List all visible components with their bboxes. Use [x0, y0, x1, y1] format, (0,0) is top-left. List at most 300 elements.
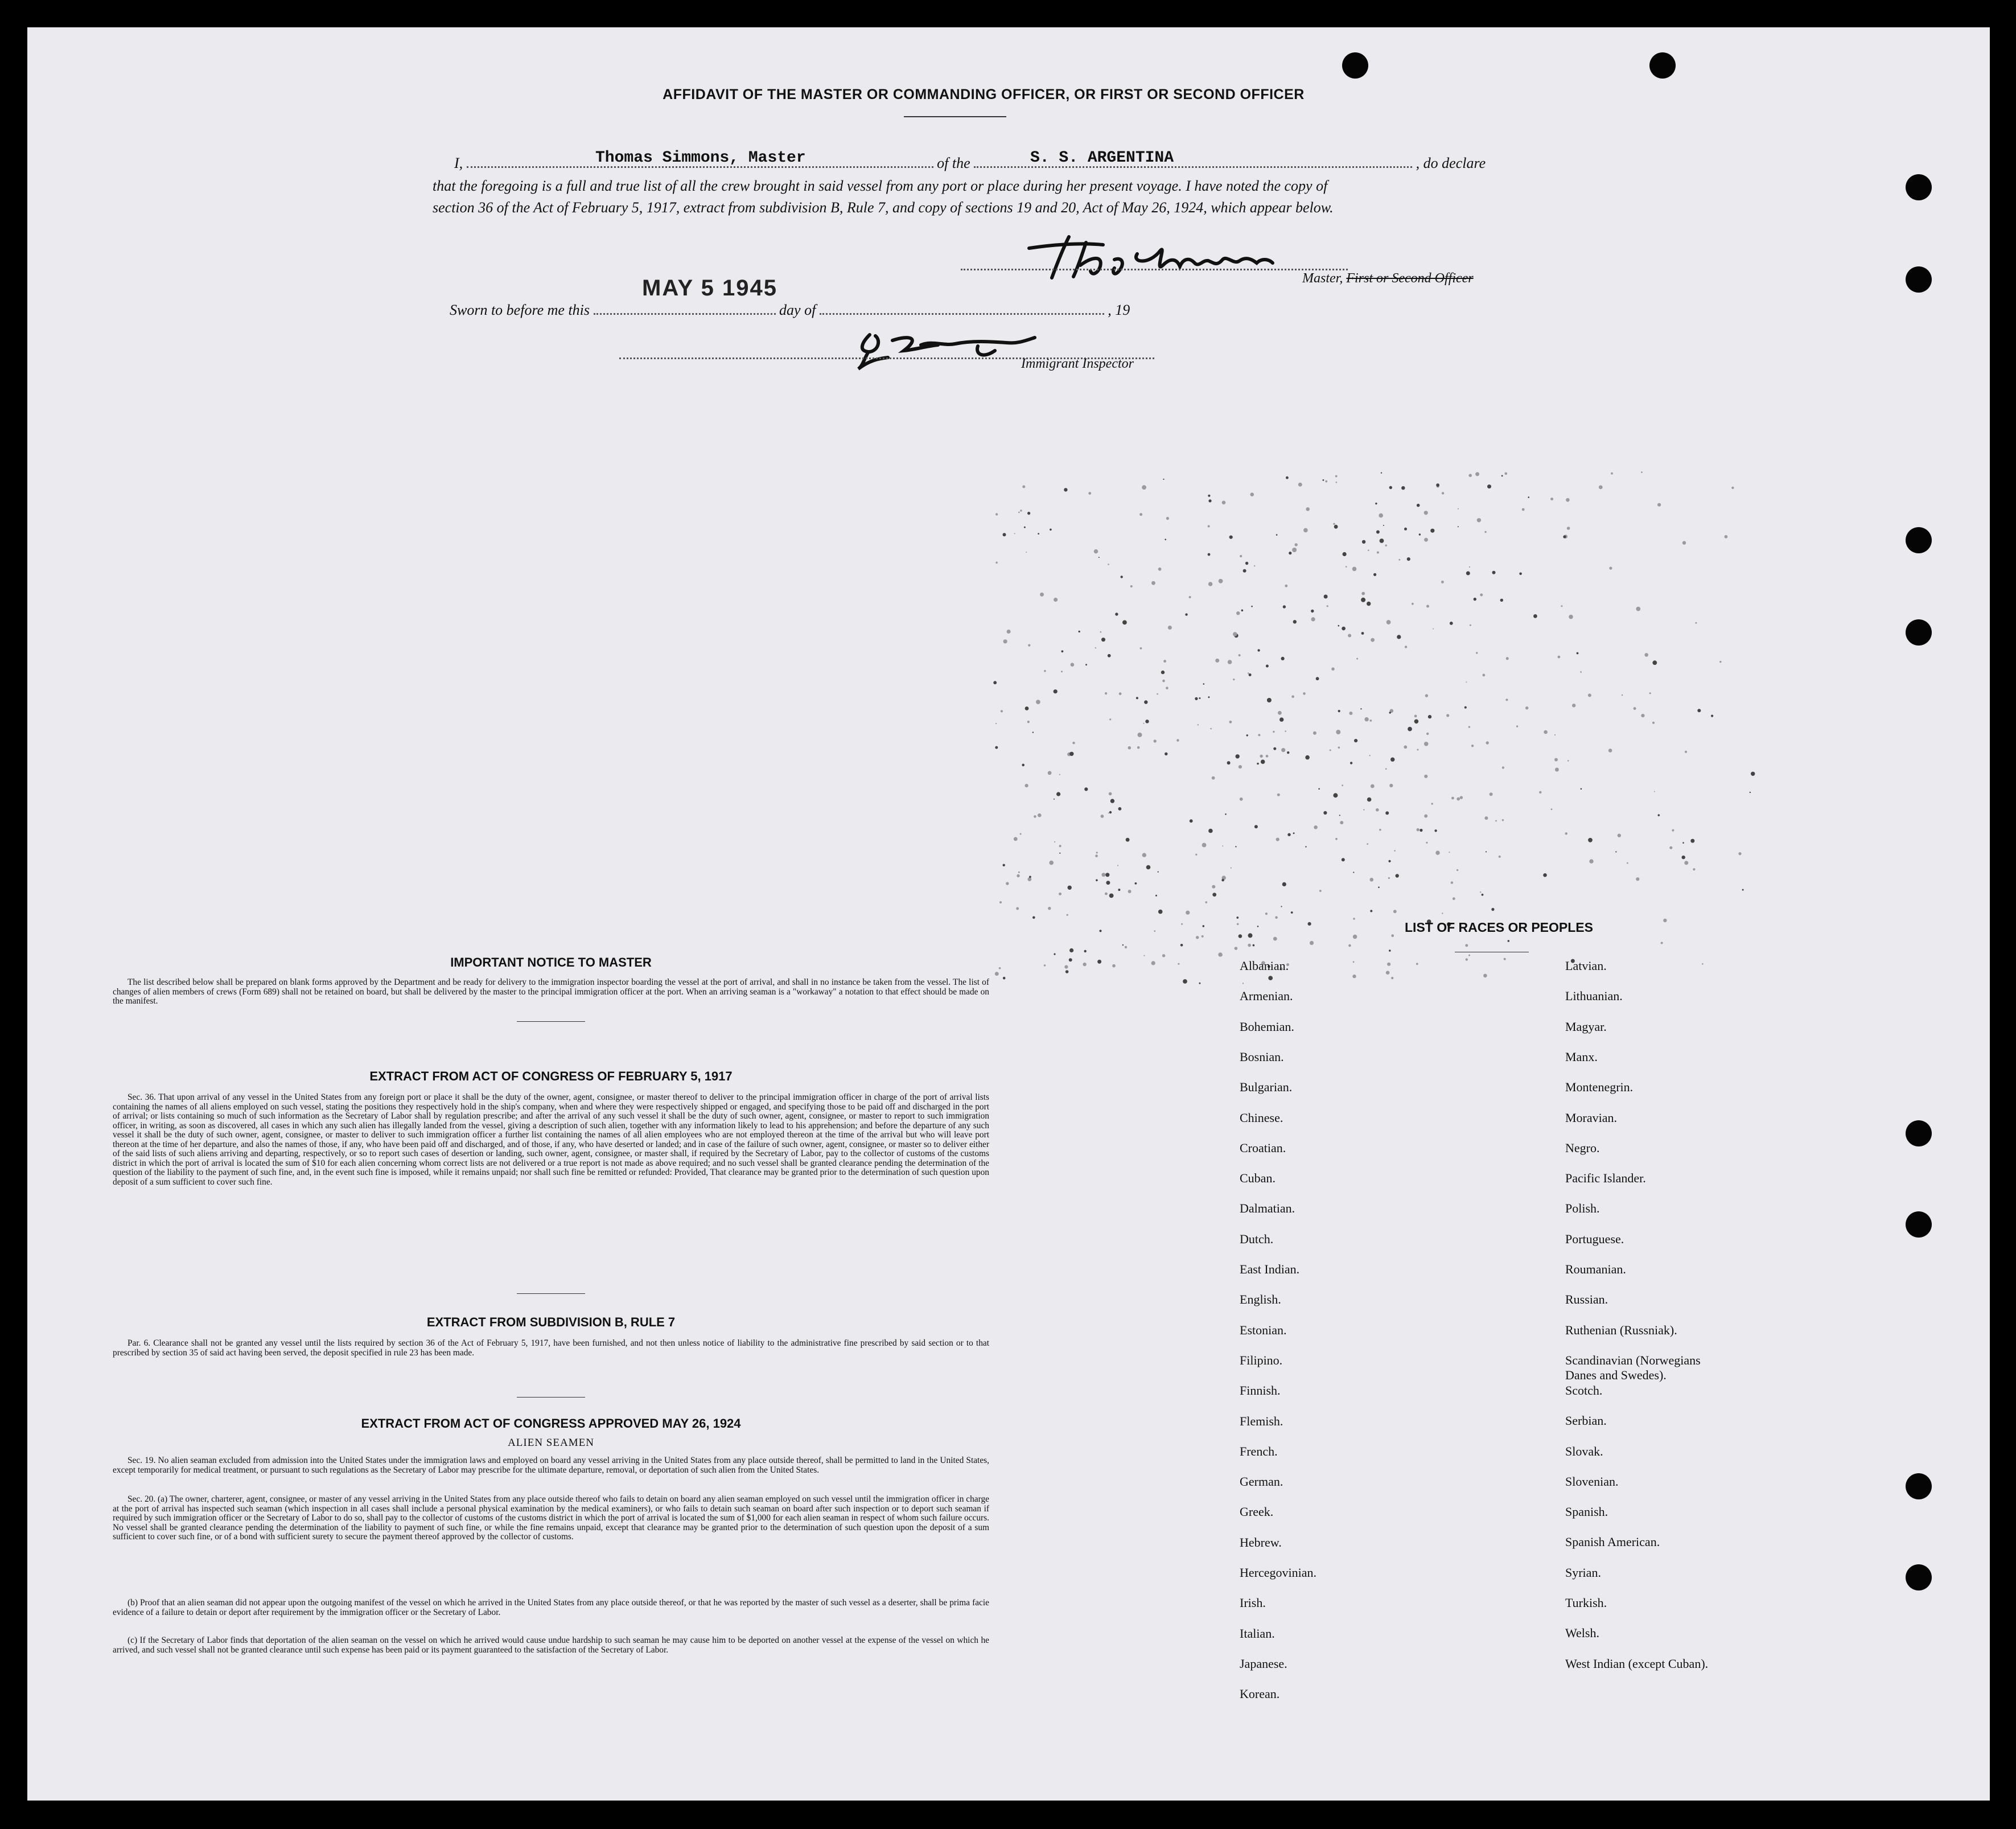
paper-speck [1083, 963, 1086, 966]
paper-speck [1260, 755, 1262, 758]
paper-speck [1555, 768, 1559, 772]
paper-speck [1162, 680, 1165, 683]
race-item: Slovak. [1565, 1444, 1603, 1458]
paper-speck [1499, 856, 1501, 858]
paper-speck [1500, 599, 1503, 602]
paper-speck [1379, 829, 1381, 831]
affidavit-line-2: that the foregoing is a full and true list of all the crew brought in said vessel from any port or place during her present voyage. I have noted the copy of [433, 178, 1328, 194]
document-page [27, 27, 1990, 1801]
paper-speck [1283, 605, 1286, 608]
paper-speck [1154, 930, 1155, 932]
paper-speck [1026, 552, 1027, 553]
paper-speck [1398, 559, 1400, 561]
paper-speck [1285, 585, 1287, 587]
paper-speck [1245, 562, 1248, 565]
paper-speck [1095, 647, 1096, 648]
paper-speck [1360, 708, 1361, 709]
paper-speck [1551, 808, 1553, 810]
paper-speck [1561, 605, 1562, 607]
paper-speck [1221, 879, 1224, 882]
paper-speck [1750, 792, 1751, 793]
paper-speck [1108, 812, 1109, 813]
paper-speck [1697, 709, 1701, 712]
race-item: Italian. [1240, 1626, 1275, 1641]
paper-speck [1235, 947, 1238, 950]
races-title: LIST OF RACES OR PEOPLES [1405, 920, 1593, 935]
paper-speck [1695, 622, 1697, 624]
paper-speck [1331, 667, 1335, 671]
paper-speck [1367, 602, 1371, 606]
affidavit-line-3: section 36 of the Act of February 5, 1917, extract from subdivision B, Rule 7, and copy of sections 19 and 20, Act of May 26, 1924, which appear below. [433, 199, 1334, 216]
paper-speck [1115, 613, 1118, 615]
paper-speck [1303, 528, 1308, 533]
paper-speck [1690, 839, 1694, 843]
paper-speck [1685, 751, 1687, 753]
paper-speck [1025, 706, 1029, 710]
paper-speck [1434, 829, 1437, 832]
paper-speck [1572, 704, 1575, 707]
paper-speck [1325, 480, 1327, 483]
paper-speck [1316, 677, 1319, 680]
inspector-caption: Immigrant Inspector [1021, 356, 1134, 371]
paper-speck [1199, 983, 1200, 984]
paper-speck [1143, 723, 1144, 724]
paper-speck [1027, 877, 1031, 881]
paper-speck [1731, 487, 1734, 489]
notice-body: The list described below shall be prepared on blank forms approved by the Department and be ready for delivery to the immigration inspector boarding the vessel at the port of arrival, and shall in no instance be taken from the vessel. The list of changes of alien members of crews (Form 689) shall not be retained on board, but shall be delivered by the master to the principal immigration officer at the port. When an arriving seaman is a "workaway" a notation to that effect should be made on the manifest. [113, 977, 989, 1006]
paper-speck [1424, 742, 1429, 746]
paper-speck [1323, 811, 1327, 815]
paper-speck [1376, 531, 1380, 534]
paper-speck [1227, 761, 1231, 765]
paper-speck [1506, 657, 1509, 660]
paper-speck [1342, 784, 1343, 786]
paper-speck [1369, 755, 1370, 756]
paper-speck [1095, 854, 1098, 857]
paper-speck [1158, 872, 1159, 873]
paper-speck [1165, 753, 1167, 755]
extract-1924-title: EXTRACT FROM ACT OF CONGRESS APPROVED MAY 26, 1924 [361, 1416, 741, 1431]
race-item: Japanese. [1240, 1656, 1287, 1671]
paper-speck [1672, 829, 1674, 832]
paper-speck [1442, 492, 1444, 494]
paper-speck [1014, 837, 1018, 841]
paper-speck [1393, 910, 1397, 913]
paper-speck [1298, 483, 1302, 487]
paper-speck [1480, 891, 1481, 893]
paper-speck [1018, 872, 1020, 873]
paper-speck [1464, 706, 1467, 709]
paper-speck [1364, 717, 1368, 721]
paper-speck [1348, 944, 1351, 947]
paper-speck [1062, 650, 1064, 652]
paper-speck [1198, 724, 1199, 725]
paper-speck [1577, 652, 1579, 655]
paper-speck [1273, 731, 1274, 733]
race-item: Magyar. [1565, 1019, 1607, 1034]
paper-speck [1408, 727, 1412, 731]
extract-1924-subtitle: ALIEN SEAMEN [508, 1437, 594, 1449]
paper-speck [1649, 692, 1651, 694]
paper-speck [1394, 850, 1396, 852]
paper-speck [1059, 893, 1062, 895]
paper-speck [1457, 869, 1458, 871]
paper-speck [1253, 944, 1255, 947]
paper-speck [1048, 771, 1052, 775]
paper-speck [1468, 474, 1472, 477]
paper-speck [1348, 634, 1351, 638]
paper-speck [1084, 950, 1087, 952]
race-item: Spanish American. [1565, 1535, 1660, 1549]
paper-speck [1003, 977, 1006, 980]
race-item: Scandinavian (Norwegians [1565, 1353, 1701, 1367]
paper-speck [1183, 979, 1187, 984]
paper-speck [1483, 674, 1486, 677]
paper-speck [1310, 941, 1314, 945]
paper-speck [1313, 731, 1316, 735]
paper-speck [1426, 842, 1427, 844]
paper-speck [1641, 714, 1644, 717]
paper-speck [1663, 919, 1667, 922]
paper-speck [1502, 819, 1504, 821]
paper-speck [1425, 694, 1428, 697]
paper-speck [1040, 593, 1044, 597]
race-item: Syrian. [1565, 1565, 1601, 1580]
paper-speck [1158, 568, 1162, 571]
paper-speck [1353, 918, 1355, 920]
paper-speck [1311, 610, 1314, 613]
paper-speck [1371, 784, 1375, 788]
paper-speck [1001, 710, 1003, 712]
race-item: Turkish. [1565, 1596, 1607, 1610]
paper-speck [1050, 529, 1052, 531]
paper-speck [1486, 741, 1489, 744]
paper-speck [1241, 610, 1244, 612]
paper-speck [1558, 656, 1561, 659]
paper-speck [1417, 504, 1420, 507]
paper-speck [1330, 749, 1331, 751]
paper-speck [1022, 764, 1025, 767]
paper-speck [1416, 963, 1418, 965]
vessel-name: S. S. ARGENTINA [1030, 149, 1174, 167]
paper-speck [1291, 695, 1294, 698]
paper-speck [1228, 660, 1232, 664]
paper-speck [1279, 717, 1283, 721]
paper-speck [1661, 942, 1663, 944]
paper-speck [1682, 856, 1685, 859]
paper-speck [1417, 749, 1418, 751]
paper-speck [1118, 807, 1122, 811]
paper-speck [1293, 832, 1295, 834]
paper-speck [1146, 865, 1151, 870]
paper-speck [1258, 734, 1260, 736]
paper-speck [1377, 552, 1379, 554]
paper-speck [1017, 874, 1019, 877]
paper-speck [1539, 791, 1541, 794]
paper-speck [1085, 664, 1087, 665]
paper-speck [1195, 854, 1197, 856]
paper-speck [995, 562, 998, 564]
paper-speck [1186, 911, 1190, 915]
race-item: East Indian. [1240, 1262, 1300, 1276]
sworn-line [450, 302, 1130, 319]
paper-speck [1471, 745, 1474, 747]
paper-speck [1505, 698, 1508, 701]
paper-speck [1442, 913, 1443, 914]
paper-speck [1003, 639, 1007, 643]
paper-speck [1352, 975, 1356, 978]
paper-speck [1195, 697, 1198, 700]
paper-speck [1466, 958, 1468, 960]
paper-speck [1389, 712, 1391, 713]
paper-speck [1466, 572, 1470, 576]
paper-speck [1636, 877, 1639, 881]
paper-speck [1079, 631, 1080, 632]
paper-speck [1567, 760, 1569, 762]
paper-speck [1056, 792, 1060, 796]
paper-speck [1254, 565, 1255, 566]
paper-speck [1154, 739, 1157, 742]
paper-speck [1458, 508, 1459, 509]
paper-speck [1566, 498, 1570, 502]
paper-speck [1333, 523, 1335, 525]
paper-speck [1101, 638, 1105, 642]
paper-speck [1501, 475, 1503, 477]
paper-speck [1353, 961, 1355, 963]
paper-speck [1246, 734, 1248, 736]
paper-speck [1180, 944, 1183, 947]
paper-speck [1567, 527, 1570, 530]
paper-speck [1065, 970, 1069, 973]
master-signature-line [961, 257, 1348, 274]
race-item: Roumanian. [1565, 1262, 1626, 1276]
paper-speck [1267, 698, 1272, 702]
paper-speck [1130, 585, 1133, 587]
paper-speck [1027, 721, 1030, 723]
race-item: Lithuanian. [1565, 989, 1623, 1004]
paper-speck [1112, 964, 1116, 968]
paper-speck [1528, 496, 1529, 498]
paper-speck [1414, 715, 1417, 718]
paper-speck [1682, 842, 1684, 844]
paper-speck [1466, 681, 1467, 683]
paper-speck [1162, 954, 1165, 957]
paper-speck [1243, 569, 1246, 573]
paper-speck [1550, 498, 1553, 500]
extract-1924-sec20c: (c) If the Secretary of Labor finds that deportation of the alien seaman on the vessel on which he arrived would cause undue hardship to such seaman he may cause him to be deported on another vessel at the expense of the vessel on which he arrived, and such vessel shall not be granted clearance until such expense has been paid or its payment guaranteed to the satisfaction of the Secretary of Labor. [113, 1635, 989, 1655]
paper-speck [1453, 897, 1455, 900]
paper-speck [995, 723, 997, 724]
paper-speck [1533, 614, 1537, 618]
paper-speck [1208, 495, 1210, 497]
paper-speck [1094, 549, 1098, 553]
paper-speck [993, 681, 997, 684]
paper-speck [1276, 838, 1279, 841]
paper-speck [1401, 486, 1405, 490]
paper-speck [1119, 692, 1122, 695]
paper-speck [1236, 754, 1240, 758]
paper-speck [1363, 809, 1364, 810]
extract-rule7-title: EXTRACT FROM SUBDIVISION B, RULE 7 [426, 1315, 676, 1329]
paper-speck [1334, 525, 1338, 529]
paper-speck [1166, 517, 1169, 520]
paper-speck [1222, 845, 1223, 846]
paper-speck [1386, 971, 1390, 975]
paper-speck [1599, 486, 1603, 490]
paper-speck [1266, 755, 1269, 758]
paper-speck [1433, 628, 1434, 630]
paper-speck [1027, 512, 1030, 515]
paper-speck [1105, 692, 1107, 694]
paper-speck [1424, 815, 1427, 818]
paper-speck [1239, 765, 1242, 768]
paper-speck [1208, 829, 1213, 833]
paper-speck [1477, 518, 1481, 522]
paper-speck [1122, 620, 1127, 625]
race-item: Pacific Islander. [1565, 1171, 1646, 1186]
race-item: Moravian. [1565, 1110, 1618, 1125]
paper-speck [1235, 846, 1236, 847]
paper-speck [1248, 933, 1253, 938]
paper-speck [1018, 512, 1020, 513]
paper-speck [1608, 749, 1612, 753]
paper-speck [1343, 552, 1347, 556]
race-item: Dutch. [1240, 1231, 1274, 1246]
paper-speck [1281, 748, 1285, 752]
paper-speck [1634, 707, 1636, 710]
paper-speck [1424, 775, 1427, 778]
paper-speck [1109, 894, 1114, 898]
extract-1924-sec19: Sec. 19. No alien seaman excluded from admission into the United States under the immigration laws and employed on board any vessel arriving in the United States from any place outside thereof, shall be permitted to land in the United States, except temporarily for medical treatment, or pursuant to such regulations as the Secretary of Labor may prescribe for the ultimate departure, removal, or deportation of such alien from the United States. [113, 1456, 989, 1475]
paper-speck [1257, 763, 1259, 765]
paper-speck [1711, 715, 1713, 717]
paper-speck [1098, 557, 1100, 558]
race-item: Bosnian. [1240, 1049, 1284, 1064]
race-item: Polish. [1565, 1201, 1600, 1216]
race-item: Welsh. [1565, 1626, 1599, 1641]
paper-speck [1684, 861, 1688, 865]
paper-speck [1318, 788, 1320, 790]
paper-speck [1142, 485, 1146, 490]
paper-speck [1117, 865, 1118, 866]
paper-speck [1476, 652, 1478, 653]
paper-speck [1239, 654, 1241, 656]
paper-speck [1370, 910, 1372, 912]
paper-speck [1389, 784, 1393, 787]
race-item: Greek. [1240, 1505, 1274, 1519]
paper-speck [1261, 759, 1265, 764]
paper-speck [1385, 811, 1389, 815]
paper-speck [1036, 700, 1040, 704]
paper-speck [1385, 768, 1387, 770]
paper-speck [1137, 746, 1140, 749]
paper-speck [1338, 625, 1340, 627]
race-item: Korean. [1240, 1687, 1280, 1701]
paper-speck [1383, 525, 1384, 526]
paper-speck [1118, 889, 1120, 891]
paper-speck [1652, 722, 1655, 724]
paper-speck [1554, 758, 1558, 762]
paper-speck [1342, 627, 1346, 631]
paper-speck [1268, 976, 1273, 980]
paper-speck [1303, 692, 1306, 695]
paper-speck [1163, 479, 1164, 480]
paper-speck [1519, 573, 1522, 576]
paper-speck [1265, 913, 1268, 915]
extract-1917-title: EXTRACT FROM ACT OF CONGRESS OF FEBRUARY 5, 1917 [369, 1069, 733, 1083]
paper-speck [1105, 893, 1108, 895]
paper-speck [999, 901, 1002, 903]
paper-speck [1407, 557, 1410, 561]
paper-speck [1105, 873, 1109, 877]
paper-speck [1502, 766, 1504, 768]
paper-speck [1122, 944, 1124, 946]
paper-speck [1176, 739, 1179, 742]
race-item: Bulgarian. [1240, 1080, 1293, 1095]
paper-speck [1054, 689, 1058, 693]
paper-speck [1109, 811, 1112, 813]
paper-speck [1199, 697, 1200, 699]
extract-1924-sec20a: Sec. 20. (a) The owner, charterer, agent, consignee, or master of any vessel arriving in the United States from any place outside thereof who fails to detain on board any alien seaman employed on such vessel until the immigration officer in charge at the port of arrival has inspected such seaman (which inspection in all cases shall include a personal physical examination by the medical examiners), or who fails to detain such seaman on board after such inspection or to deport such seaman if required by such immigration officer or the Secretary of Labor to do so, shall pay to the collector of customs of the customs district in which the port of arrival is located the sum of $1,000 for each alien seaman in respect of whom such failure occurs. No vessel shall be granted clearance pending the determination of the liability to payment of such fine, or while the fine remains unpaid, except that clearance may be granted prior to the determination of such question upon the deposit of a sum sufficient to cover such fine, or of a bond with sufficient surety to secure the payment thereof approved by the collector of customs. [113, 1494, 989, 1542]
paper-speck [1490, 792, 1493, 796]
paper-speck [1370, 878, 1374, 882]
race-item: Finnish. [1240, 1383, 1281, 1398]
paper-speck [1305, 846, 1306, 847]
race-item: Serbian. [1565, 1413, 1607, 1428]
paper-speck [1257, 649, 1260, 651]
paper-speck [1588, 838, 1593, 842]
paper-speck [1165, 539, 1166, 540]
paper-speck [1028, 644, 1030, 647]
paper-speck [1508, 940, 1510, 942]
paper-speck [1212, 776, 1215, 780]
paper-speck [1380, 539, 1384, 543]
paper-speck [1276, 534, 1278, 536]
paper-speck [1362, 540, 1365, 544]
paper-speck [1236, 611, 1240, 615]
paper-speck [1335, 475, 1338, 478]
paper-speck [1239, 934, 1242, 938]
paper-speck [1319, 890, 1322, 892]
paper-speck [1277, 794, 1280, 796]
paper-speck [1067, 914, 1068, 916]
race-item: Dalmatian. [1240, 1201, 1295, 1216]
paper-speck [1391, 934, 1394, 937]
paper-speck [1397, 635, 1401, 639]
paper-speck [1218, 952, 1222, 956]
paper-speck [1225, 813, 1227, 815]
paper-speck [1096, 852, 1098, 853]
paper-speck [1543, 873, 1547, 877]
paper-speck [1054, 799, 1055, 800]
paper-speck [1504, 958, 1506, 960]
paper-speck [1468, 726, 1470, 728]
paper-speck [1544, 730, 1548, 734]
race-item: Filipino. [1240, 1353, 1283, 1367]
divider [517, 1397, 585, 1398]
paper-speck [1389, 486, 1392, 489]
paper-speck [1273, 747, 1276, 750]
paper-speck [1208, 582, 1212, 586]
paper-speck [1072, 742, 1075, 744]
paper-speck [1340, 821, 1343, 824]
paper-speck [1084, 787, 1088, 791]
paper-speck [1069, 948, 1073, 952]
paper-speck [1353, 872, 1354, 873]
paper-speck [1609, 567, 1612, 570]
paper-speck [1386, 620, 1391, 624]
paper-speck [1525, 706, 1528, 709]
